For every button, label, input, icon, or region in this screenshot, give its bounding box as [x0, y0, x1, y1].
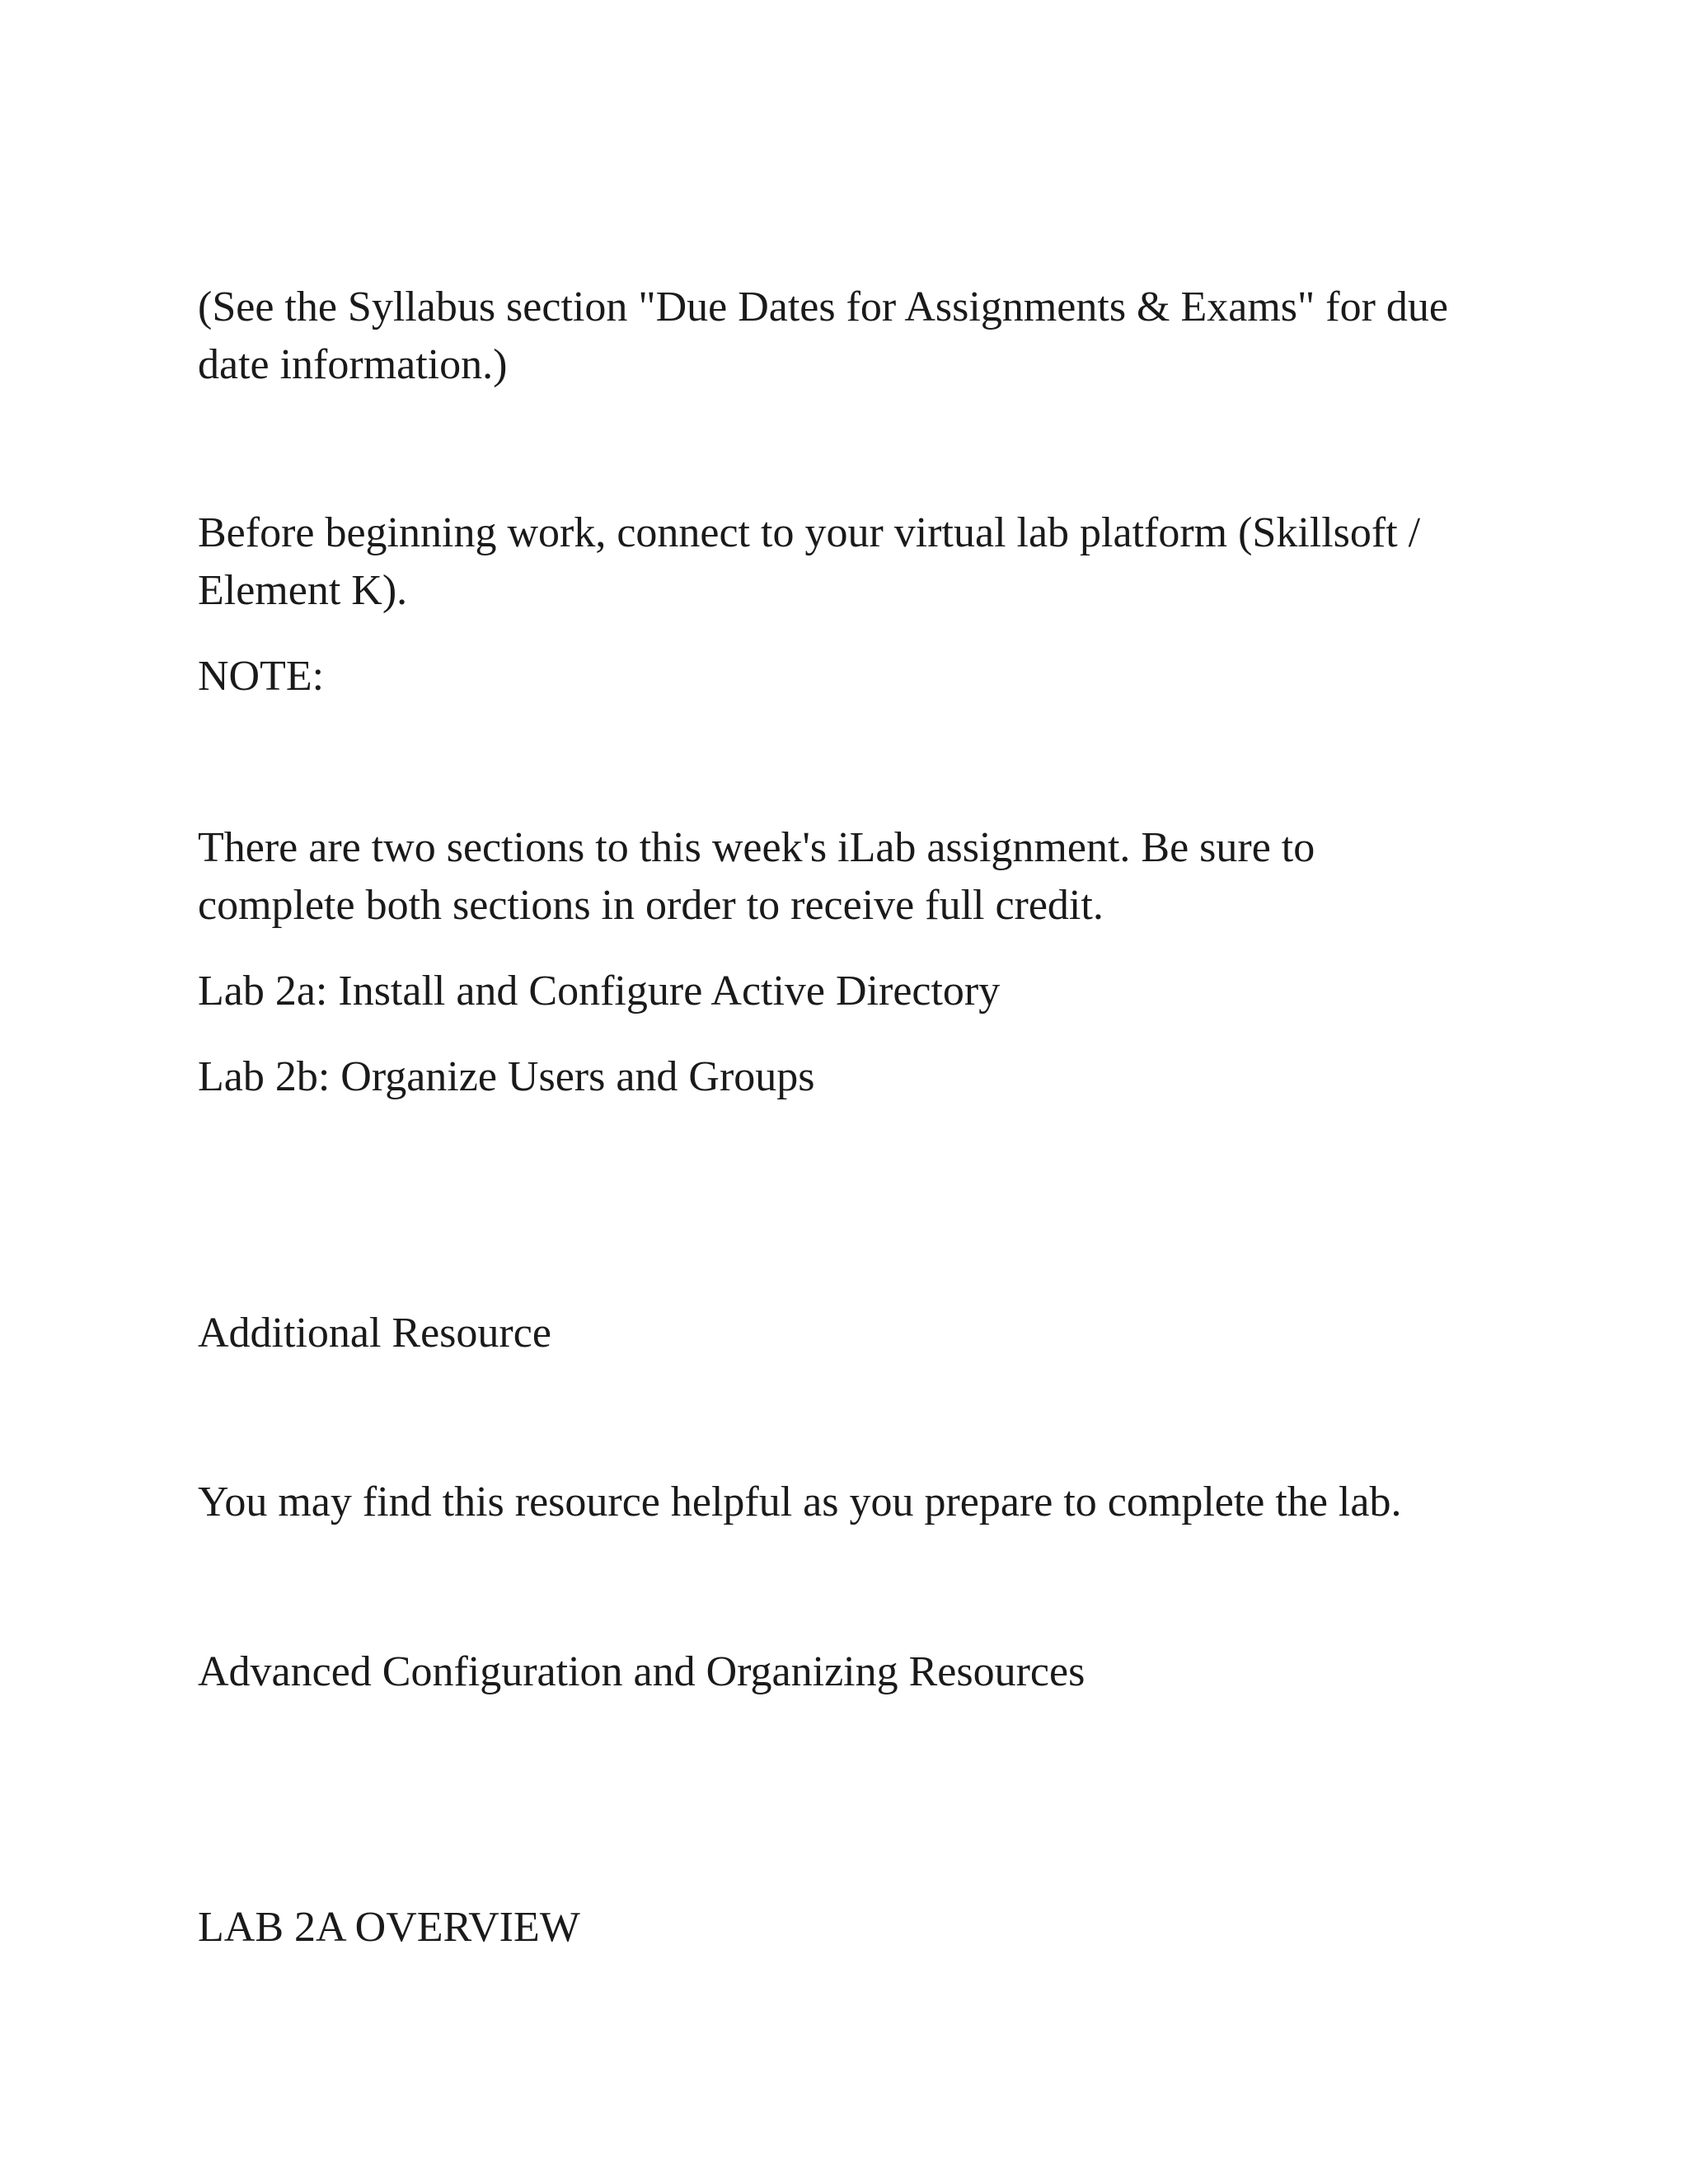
- lab-2a-item: Lab 2a: Install and Configure Active Directory: [198, 968, 1001, 1015]
- resource-title: Advanced Configuration and Organizing Resources: [198, 1648, 1085, 1695]
- lab-2b-item: Lab 2b: Organize Users and Groups: [198, 1053, 815, 1100]
- resource-helpful-text: You may find this resource helpful as you prepare to complete the lab.: [198, 1479, 1402, 1526]
- due-date-note: [198, 279, 1517, 394]
- additional-resource-heading: Additional Resource: [198, 1310, 551, 1357]
- two-sections-line-2: complete both sections in order to receive full credit.: [198, 882, 1104, 929]
- before-beginning-line-1: Before beginning work, connect to your virtual lab platform (Skillsoft /: [198, 509, 1421, 556]
- two-sections-line-1: There are two sections to this week's iLab assignment. Be sure to: [198, 824, 1315, 871]
- two-sections-paragraph: [198, 819, 1517, 935]
- before-beginning-line-2: Element K).: [198, 567, 408, 614]
- before-beginning-paragraph: [198, 504, 1517, 620]
- lab-2a-overview-heading: LAB 2A OVERVIEW: [198, 1904, 580, 1951]
- note-label: NOTE:: [198, 653, 325, 700]
- due-date-note-line-2: date information.): [198, 341, 508, 388]
- due-date-note-line-1: (See the Syllabus section "Due Dates for Assignments & Exams" for due: [198, 284, 1448, 330]
